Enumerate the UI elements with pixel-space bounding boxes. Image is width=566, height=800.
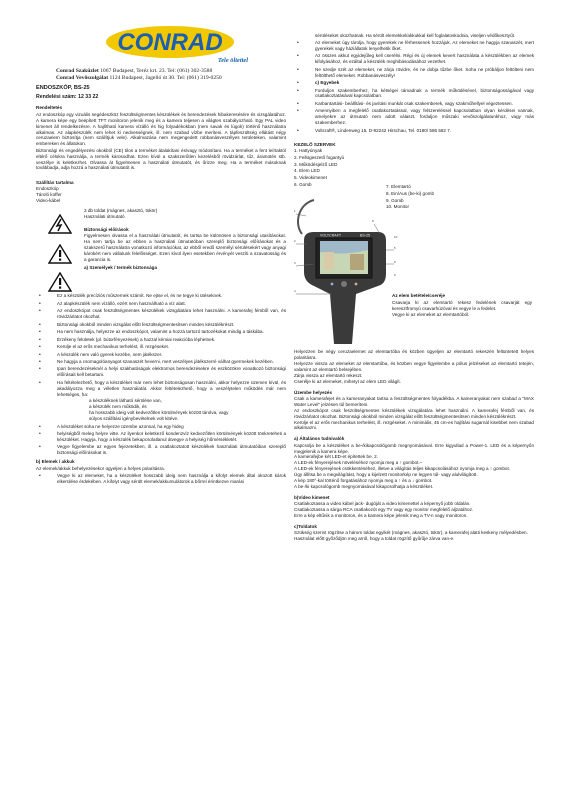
list-item: 7. Elemtartó xyxy=(386,184,411,190)
callout-10: 10 xyxy=(394,235,398,240)
list-item: 6. Gomb xyxy=(294,181,312,187)
persons-list-2 xyxy=(36,424,286,457)
list-item: a készüléknek látható sérülése van, xyxy=(89,398,162,404)
callout-9: 9 xyxy=(394,273,396,278)
address-service-text: 1124 Budapest, Jagelló út 30. Tel: (061) 319-0250 xyxy=(108,75,222,81)
list-item: 2. Fellügeszető fogantyú xyxy=(294,155,345,160)
list-item: • A készülék nem való gyerek kezébe, nem játékszer. xyxy=(36,352,286,358)
startup-paragraph: Csak a kamerafejet és a kameranyakat tartsa a feszültségmentes folyadékba. A kameranyakat nem szabad a "MAX Water Level" jelzésen túl bemeríteni. Az endoszkópot csak feszültségmentes készülékek vizsgálatára lehet használni. A kamerafej fémből van, és rövidzárlatot okozhat. Biztonsági okokból minden vizsgálat előtt feszültségmentesítsen minden készülékrészt. Kerülje el az erős mechanikus terhelést, ill. rezgéseket. A minimális, 45 cm-es hajlítási sugarnál kisebbet nem szabad alkalmazni. xyxy=(294,396,534,431)
general-heading: a) Általános tudnivalók xyxy=(294,436,345,442)
list-item: • Voltcraft®, Lindenweg 15, D-92242 Hirschau, Tel. 0180/ 586 582 7. xyxy=(294,128,534,134)
controls-list-2 xyxy=(386,184,434,211)
persons-sub-list xyxy=(36,398,286,422)
list-item: • Amennyiben a megfelelő csatlakoztatással, vagy felszereléssel kapcsolatban olyan kérdései vannak, amelyekre az útmutató nem adott választ, forduljon műszaki vevőszolgálatunkhoz, vagy más szakemberhez. xyxy=(294,108,534,126)
intro-paragraph-2: Biztonsági és engedélyezési okokból (CE) tilos a terméket átalakítani és/vagy módosítani. Ha a terméket a fent leírtaktól eltérő célokra használja, a termék károsodhat. Ezen kívül a szakszerűtlen kezelésből rövidzárlat, tűz, áramütés stb. veszélye is keletkezhet. Olvassa át figyelmesen a használati útmutatót, és őrizze meg. Ha a terméket másoknak továbbadja, adja hozzá a használati útmutatót is. xyxy=(36,147,286,171)
exclamation-warning-icon xyxy=(48,272,72,292)
list-item: • Ez a készülék precíziós műszernek számít. Ne ejtse el, és ne tegye ki ütéseknek. xyxy=(36,293,286,299)
order-number: Rendelési szám: 12 33 22 xyxy=(36,93,99,100)
callout-1: 1 xyxy=(294,209,296,214)
batteries-list xyxy=(36,473,286,485)
attachments-paragraph: Szükség szerint rögzítse a három toldat egyikét (mágnes, akasztó, tükör), a kamerafej alatti keskeny mélyedésben. Használat előtt győződjön meg arról, hogy a toldat rögzítő gyűrűje zárva van-e. xyxy=(294,530,528,542)
attachments-heading: c)Toldatok xyxy=(294,523,317,529)
list-item: Endoszkóp xyxy=(36,186,59,192)
other-heading-row xyxy=(294,80,534,86)
safety-text xyxy=(84,208,286,292)
safety-paragraph: Figyelmesen olvassa el a használati útmutatót, és tartsa be különösen a biztonsági utasításokat. Ha nem tartja be az ebben a használati útmutatóban szereplő biztonsági előírásokat és a szakszerű használatra vonatkozó információkat, az ebből eredő személyi sérülésekért vagy anyagi károkért nem vállalunk felelősséget. Ezen kívül ilyen esetekben érvényét veszíti a szavatosság és a garancia is. xyxy=(84,233,286,262)
conrad-logo-icon xyxy=(94,24,254,60)
batteries-continued: sérüléseket okozhatnak. Ha sérült elemekkel/akkukkal kell foglalatoskodnia, viseljen védőkesztyűt. xyxy=(315,32,516,38)
callout-8: 8 xyxy=(372,219,374,224)
list-item: • Az összes akkut egyidejűleg kell cserélni. Régi és új elemek kevert használata a készülékben az elemek kifolyásához, és ezáltal a készülék meghibásodásához vezethet. xyxy=(294,53,534,65)
list-item: • Kerülje el az erős mechanikus terhelést, ill. rezgéseket. xyxy=(36,344,286,350)
left-column xyxy=(36,85,286,485)
list-item: Használati útmutató xyxy=(84,213,125,219)
list-item: • Ne szedje szét az elemeket, ne zárja rövidre, és ne dobja tűzbe őket. Soha ne próbáljon feltölteni nem feltölthető elemeket. Robbanásveszély! xyxy=(294,67,534,79)
battery-heading: Az elem betétele/cseréje xyxy=(392,293,446,299)
video-heading: b)Video kimenet xyxy=(294,494,330,500)
right-column xyxy=(294,32,534,542)
battery-intro: Csavarja ki az elemtartó rekesz fedelének csavarját egy keresztfromyú csavarhúzóval és vegye le a fedelet. xyxy=(392,299,532,311)
callout-6: 6 xyxy=(394,260,396,265)
safety-block xyxy=(36,208,286,292)
list-item: 3. Működésjelző LED xyxy=(294,161,338,167)
list-item: a készülék nem működik, és xyxy=(89,404,147,410)
camera-illustration xyxy=(294,194,534,344)
batteries-list-continued xyxy=(294,40,534,78)
list-item: • Az elemeket úgy tárolja, hogy gyerekek ne férhessenek hozzájuk. Az elemeket ne hagyja szanaszét, mert gyerekek vagy háziállatok lenyelhetik őket. xyxy=(294,40,534,52)
list-item: • Ipari berendezéseknél a helyi szakhatóságok elektromos berendezésekre és eszközökre vonatkozó biztonsági előírásait kell betartani. xyxy=(36,366,286,378)
list-item: ha hosszabb ideig volt kedvezőtlen körülmények között tárolva, vagy xyxy=(89,410,229,416)
list-item: • helyiségből meleg helyre vitte. Az ilyenkor keletkező kondenzvíz kedvezőtlen körülmények között tönkreteheti a készüléket. Hagyja, hogy a készülék bekapcsolatlanul átvegye a helyiség hőmérsékletét. xyxy=(36,431,286,443)
warning-icons xyxy=(36,208,84,292)
list-item: • Ha feltételezhető, hogy a készüléket már nem lehet biztonságosan használni, akkor helyezze üzemen kívül, és akadályozza meg a véletlen használatát. Akkor feltételezhető, hogy a veszélytelen működés már nem lehetséges, ha: xyxy=(36,380,286,398)
address-service-name: Conrad Vevőszolgálat xyxy=(56,75,109,81)
address-service xyxy=(56,75,222,82)
list-item: • A készüléket soha ne helyezze üzembe azonnal, ha egy hideg xyxy=(36,424,286,430)
address-shop-text: 1067 Budapest, Teréz krt. 23. Tel: (061) 302-3588 xyxy=(98,68,213,74)
list-item: • Karbantartási- beállítási- és javítási munkát csak szakemberek, vagy szakműhellyel végeztessen. xyxy=(294,101,534,107)
battery-paragraph: Helyezzen be négy ceruzaelemet az elemtartóba és közben ügyeljen az elemtartó rekeszén feltüntetett helyes polaritásra. Helyezze vissza az elemeket az elemtartóba, és közben vegye figyelembe a pólus jelzéseket az elemtartó tetején, valamint az elemtartó belsejében. Zárja vissza az elemtartó rekeszt. Cserélje ki az elemeket, miheIyt az elem LED világít. xyxy=(294,349,534,384)
callout-2: 2 xyxy=(294,239,296,244)
logo-text: CONRAD xyxy=(117,29,223,56)
list-item: 3 db toldat (mágnes, akasztó, tükör) xyxy=(84,207,158,213)
video-paragraph: Csatlakoztassa a video kábel jack- dugóját a video kimenettel a képernyő jobb oldalán. Csatlakoztassa a sárga RCA csatlakozót egy TV vagy egy monitor megfelelő aljzatához. Erre a kép eltűnik a monitoron, és a kamera képe jelenik meg a TV-n vagy monitoron. xyxy=(294,501,474,518)
list-item: • Az alapkészülék nem vízálló, ezért nem használható a víz alatt. xyxy=(36,301,286,307)
list-item: • Forduljon szakemberhez, ha kétségei támadnak a termék működésével, biztonságosságával vagy csatlakoztatásával kapcsolatban. xyxy=(294,88,534,100)
persons-heading: a) Személyek / termék biztonsága xyxy=(84,265,158,271)
persons-list xyxy=(36,293,286,397)
list-item: 1. Hattyúnyak xyxy=(294,148,323,154)
battery-block xyxy=(392,290,532,318)
camera-model: BS-25 xyxy=(360,233,370,238)
conrad-logo xyxy=(94,24,254,66)
list-item: Tároló koffer xyxy=(36,192,62,198)
safety-heading: Biztonsági előírások xyxy=(84,226,129,232)
list-item: 5. Videokimenet xyxy=(294,174,327,180)
list-item: • Biztonsági okokból minden vizsgálat előtt feszültségmentesítsen minden készülékrészt. xyxy=(36,322,286,328)
list-item: 10. Monitor xyxy=(386,204,409,210)
camera-brand: VOLTCRAFT xyxy=(320,233,342,238)
list-item: • Vegye ki az elemeket, ha a készüléket hosszabb ideig nem használja a kifolyt elemek által okozott károk elkerülése érdekében. A kifolyt vagy sérült elemek/akkumulátorok a bőrrel érintkezve marási xyxy=(36,473,286,485)
callout-5: 5 xyxy=(394,246,396,251)
electric-warning-icon xyxy=(48,214,72,234)
product-title: ENDOSZKÓP, BS-25 xyxy=(36,85,90,91)
list-item: 4. Elem LED xyxy=(294,168,320,174)
list-item: • Ne hagyja a csomagolóanyagot szanaszét heverni, mert veszélyes játékszerré válhat gyermekek kezében. xyxy=(36,359,286,365)
other-heading: c) Egyebek xyxy=(315,80,340,86)
batteries-heading: b) Elemek / akkuk xyxy=(36,459,75,465)
other-list xyxy=(294,88,534,134)
intro-heading: Rendeltetés xyxy=(36,105,63,111)
callout-3: 3 xyxy=(294,261,296,266)
contents-heading: Szállítás tartalma xyxy=(36,180,74,186)
contents-list xyxy=(36,186,286,204)
list-item: • Vegye figyelembe az egyes fejezetekben, ill. a csatlakoztatott készülékek használati útmutatóiban szereplő biztonsági előírásokat is. xyxy=(36,444,286,456)
startup-heading: Üzembe helyezés xyxy=(294,389,333,395)
list-item: 9. Gomb xyxy=(386,197,404,203)
controls-heading: KEZELŐ SZERVEK xyxy=(294,142,336,148)
list-item: • Az endoszkópot csak feszültségmentes készülékek vizsgálatára lehet használni. A kamerafej fémből van, és rövidzárlatot okozhat. xyxy=(36,308,286,320)
list-item: 8. Ein/Aus (be-ki) gomb xyxy=(386,190,434,196)
general-paragraph: Kapcsolja be a készüléket a be-/kikapcsológomb megnyomásával. Erre kigyullad a Power-1. LED és a képernyőn megjelenik a kamera képe. A kamerafejbe két LED-et építettek be. 2. A LED-ek fényerejének növeléséhez nyomja meg a ↑ gombot.– A LED-ek fényerejének csökkentéséhez, illetve a világítás teljes kikapcsolásához nyomja meg a ↑ gombot. Úgy állítsa be a megvilágítást, hogy a kijelzett monitorkép ne legyen túl- vagy alulvilágított. A kép 180°-kal történő forgatásához nyomja meg a ↑ és a ↓ gombot. A be-/ki kapcsológomb megnyomásával kikapcsolhatja a készüléket. xyxy=(294,442,534,489)
list-item: • Érzékeny felületek (pl. bútorfényezések) a hazzal kémiai reakcióba léphetnek. xyxy=(36,337,286,343)
slogan: Tele öltettel xyxy=(217,57,248,64)
list-item: súlyos szállítási igénybevételnek volt kitéve. xyxy=(89,416,179,422)
address-shop-name: Conrad Szaküzlet xyxy=(56,68,99,74)
list-item: Video-kábel xyxy=(36,197,61,203)
list-item: • Ha nem használja, helyezze az endoszkópot, valamint a hozzá tartozó tartozékokat mindig a táskába. xyxy=(36,329,286,335)
batteries-paragraph: Az elemek/akkuk behelyezésekor ügyeljen a helyes polaritásra. xyxy=(36,465,165,471)
battery-intro-2: Vegye ki az elemeket az elemtartóból. xyxy=(392,312,470,318)
callout-4: 4 xyxy=(294,289,296,294)
exclamation-warning-icon xyxy=(48,244,72,264)
intro-paragraph-1: Az endoszkóp egy vizuális segédeszköz feszültségmentes készülékek és berendezések hibakeresésére és vizsgálatához. A kamera képe egy beépített TFT monitoron jelenik meg és a kamera teljesen a világtes szabályozható. Egy PAL video kimenet áll rendelkezésre. A hajlítható kamera vízálló és hig folyadékokban (nem savak és lúgok) történő használatra alkalmas. Az alapkészülék nem lehet ki nedvességnek, ill. nem szabad vízbe meríteni. A tápfeszültség ellátást négy ceruzaelem biztosítja (nem szállítjuk vele). Alkalmazása nem megengedett robbanásveszélyes területeken, valamint embereken és állatokon. xyxy=(36,111,286,147)
controls-list xyxy=(294,148,534,188)
